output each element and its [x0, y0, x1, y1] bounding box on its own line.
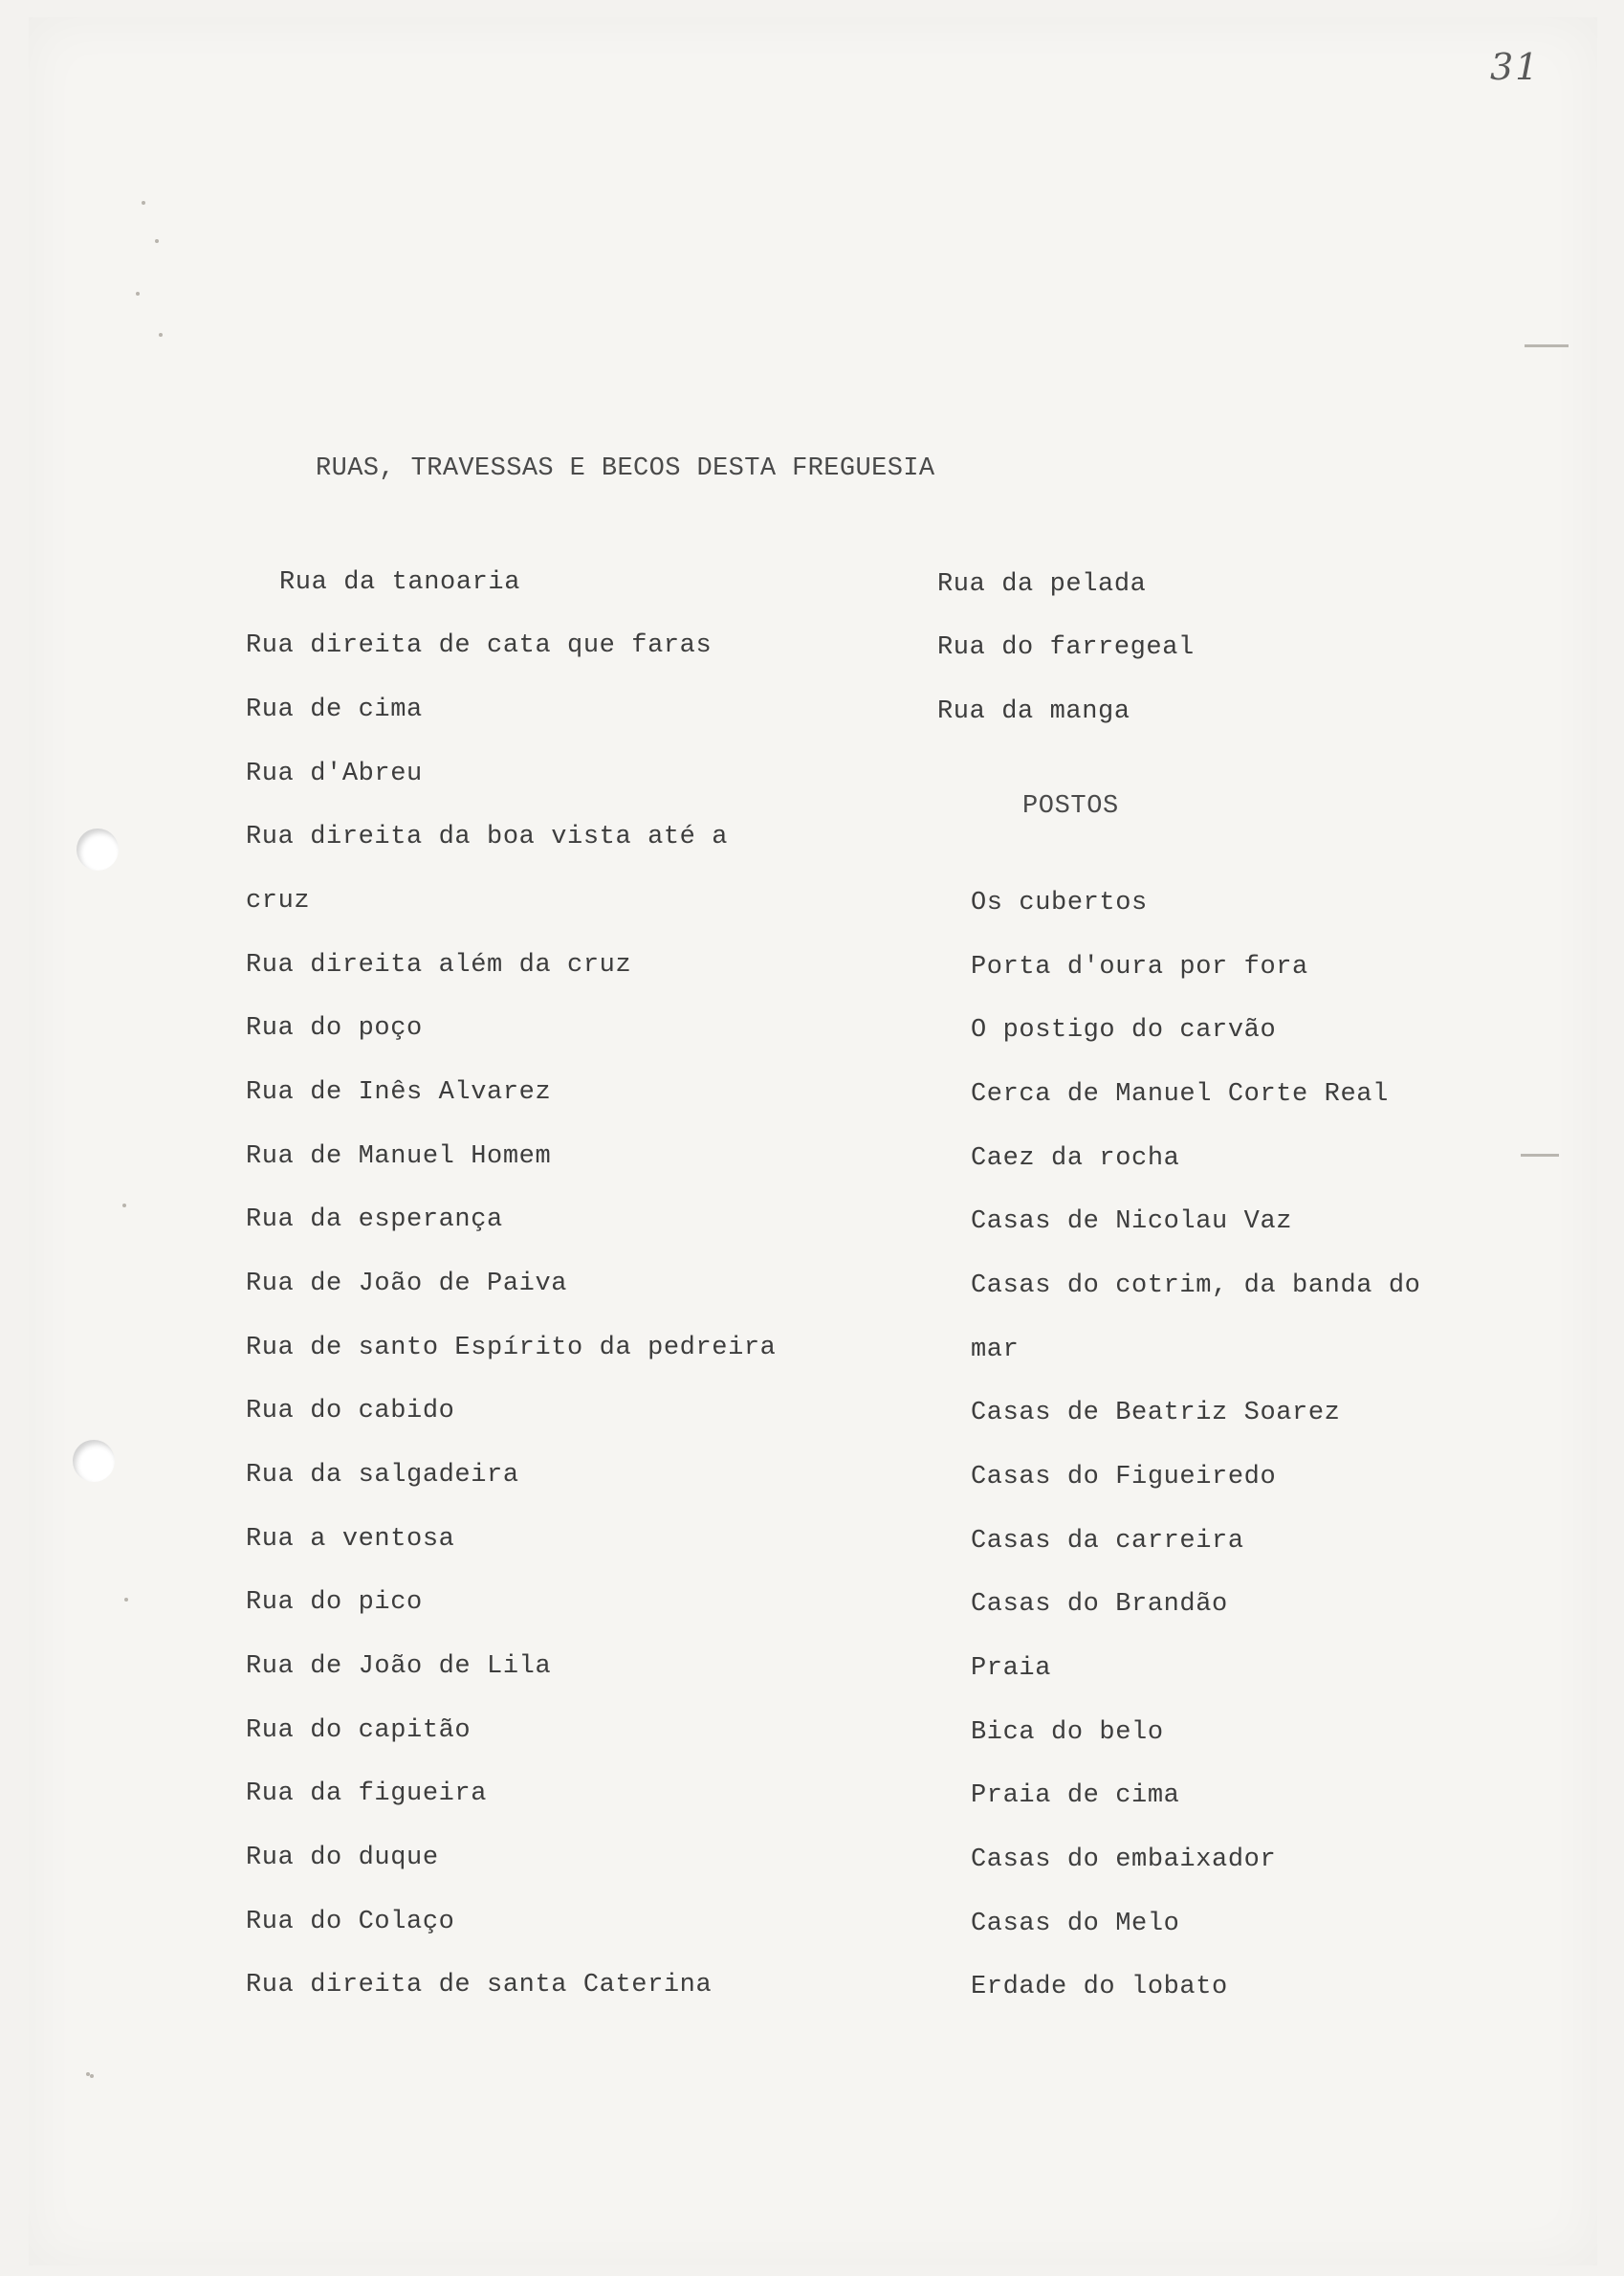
list-item: Rua do pico	[246, 1588, 423, 1617]
list-item: Rua direita além da cruz	[246, 951, 632, 980]
speck	[159, 333, 163, 337]
list-item: Rua a ventosa	[246, 1525, 455, 1554]
punch-hole-top	[77, 829, 119, 871]
list-item: Rua de João de Paiva	[246, 1270, 568, 1298]
list-item: Rua do farregeal	[937, 633, 1195, 662]
punch-hole-bottom	[73, 1440, 115, 1482]
list-item: Rua direita de cata que faras	[246, 631, 713, 660]
list-item: Rua d'Abreu	[246, 760, 423, 788]
list-item: Porta d'oura por fora	[971, 953, 1308, 982]
list-item: Rua da figueira	[246, 1779, 488, 1808]
page-title: RUAS, TRAVESSAS E BECOS DESTA FREGUESIA	[316, 454, 935, 483]
speck	[86, 2072, 90, 2076]
list-item: Casas do embaixador	[971, 1845, 1277, 1874]
list-item: Rua da salgadeira	[246, 1461, 519, 1490]
list-item: Caez da rocha	[971, 1144, 1180, 1173]
list-item: Rua de Manuel Homem	[246, 1142, 552, 1171]
list-item: Os cubertos	[971, 889, 1148, 917]
list-item: mar	[971, 1336, 1020, 1364]
list-item: Rua de santo Espírito da pedreira	[246, 1334, 777, 1362]
list-item: Rua direita de santa Caterina	[246, 1971, 713, 2000]
list-item: Rua de Inês Alvarez	[246, 1078, 552, 1107]
list-item: Rua do capitão	[246, 1716, 472, 1745]
list-item: Casas de Beatriz Soarez	[971, 1399, 1341, 1427]
list-item: Rua do poço	[246, 1014, 423, 1043]
list-item: cruz	[246, 887, 311, 916]
list-item: Casas do cotrim, da banda do	[971, 1271, 1421, 1300]
speck	[136, 292, 140, 296]
postos-heading: POSTOS	[1022, 792, 1119, 821]
speck	[142, 201, 145, 205]
list-item: Praia de cima	[971, 1781, 1180, 1810]
speck	[90, 2074, 94, 2078]
list-item: Cerca de Manuel Corte Real	[971, 1080, 1389, 1109]
list-item: Casas do Melo	[971, 1910, 1180, 1938]
list-item: Rua de João de Lila	[246, 1652, 552, 1681]
list-item: Rua da manga	[937, 697, 1130, 726]
edge-mark	[1525, 344, 1569, 347]
list-item: Rua de cima	[246, 696, 423, 724]
list-item: Rua direita da boa vista até a	[246, 823, 729, 851]
list-item: Rua da pelada	[937, 570, 1147, 599]
list-item: Casas de Nicolau Vaz	[971, 1207, 1293, 1236]
list-item: Rua da tanoaria	[279, 568, 521, 597]
list-item: Praia	[971, 1654, 1052, 1683]
list-item: Rua do duque	[246, 1844, 439, 1872]
list-item: Casas da carreira	[971, 1527, 1244, 1556]
page-number: 31	[1490, 46, 1541, 88]
edge-mark	[1521, 1154, 1559, 1157]
list-item: Bica do belo	[971, 1718, 1164, 1747]
list-item: O postigo do carvão	[971, 1016, 1277, 1045]
list-item: Rua da esperança	[246, 1205, 503, 1234]
list-item: Rua do cabido	[246, 1397, 455, 1425]
list-item: Casas do Figueiredo	[971, 1463, 1277, 1492]
speck	[122, 1204, 126, 1207]
speck	[124, 1598, 128, 1602]
list-item: Casas do Brandão	[971, 1590, 1228, 1619]
list-item: Rua do Colaço	[246, 1908, 455, 1936]
list-item: Erdade do lobato	[971, 1973, 1228, 2001]
speck	[155, 239, 159, 243]
